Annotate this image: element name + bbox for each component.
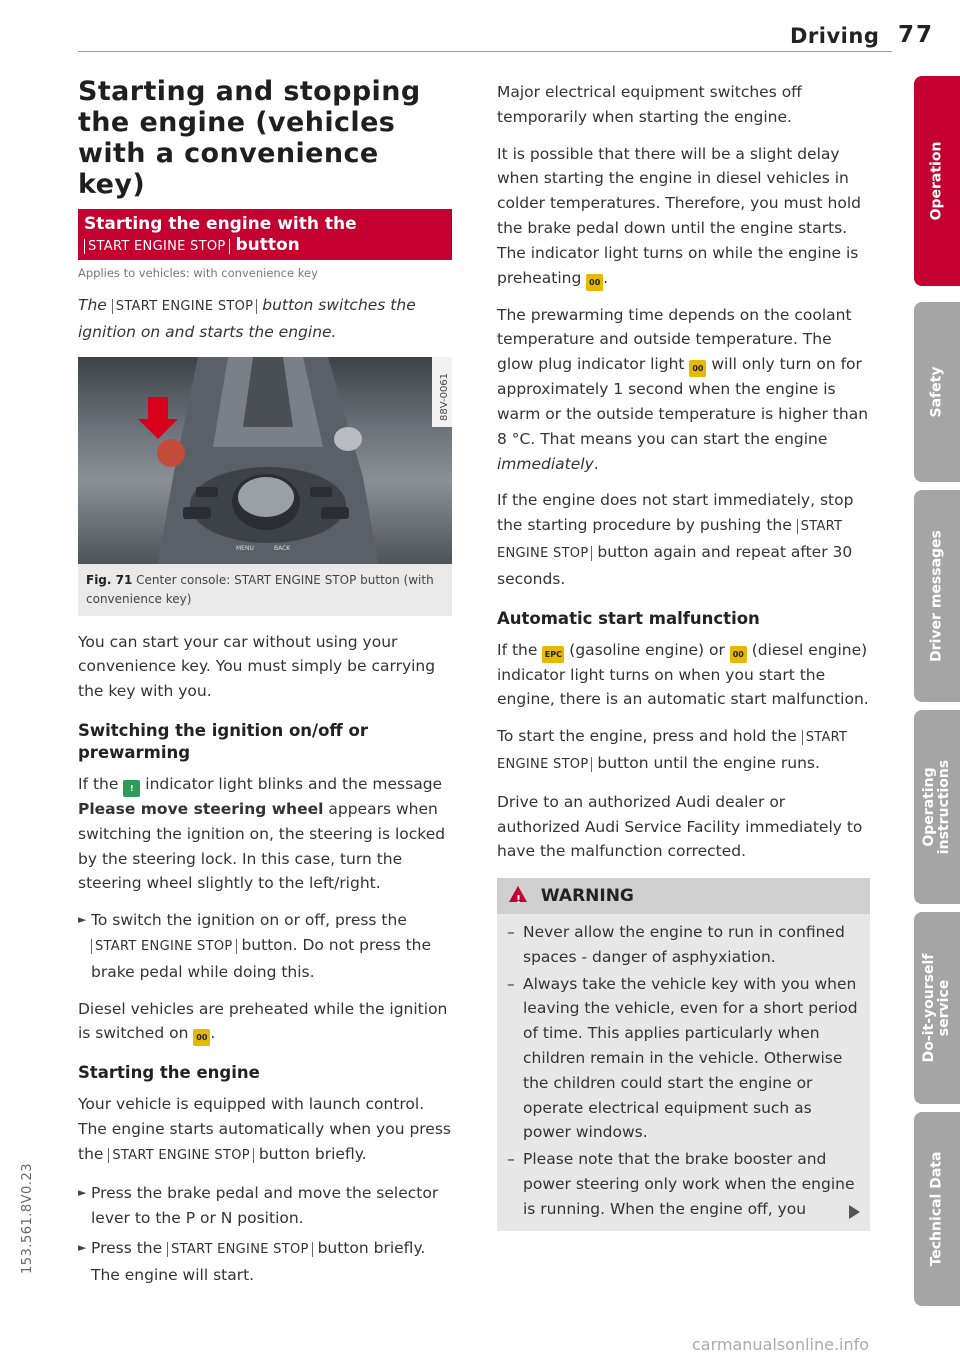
- header-rule: [78, 51, 892, 52]
- message-text: Please move steering wheel: [78, 799, 324, 818]
- tab-driver-messages[interactable]: [914, 490, 960, 702]
- warning-item: – Always take the vehicle key with you when leaving the vehicle, even for a short period of time. This applies particularly when children remain in the vehicle. Otherwise the children could start the engine or operate electrical equipment such as power windows.: [507, 974, 858, 1142]
- text: Press the: [91, 1239, 163, 1258]
- text: If the engine does not start immediately, stop the starting procedure by pushing the: [497, 491, 854, 535]
- tab-label: Operating instructions: [921, 759, 952, 855]
- glow-plug-indicator-icon: 00: [689, 360, 706, 377]
- tab-label: Do-it-yourself service: [921, 953, 952, 1063]
- console-label-back: BACK: [274, 544, 291, 552]
- paragraph-prewarming: The prewarming time depends on the coolant temperature and outside temperature. The glow plug indicator light 00 will only turn on for approximately 1 second when the engine is warm or the outside temperature is higher than 8 °C. That means you can start the engine immediately.: [497, 305, 869, 473]
- figure-caption: [78, 564, 452, 616]
- warning-text: Please note that the brake booster and power steering only work when the engine is running. When the engine off, you: [523, 1150, 855, 1218]
- text: appears when switching the ignition on, the steering is locked by the steering lock. In this case, turn the steering wheel slightly to the left/right.: [78, 799, 446, 893]
- text: button until the engine runs.: [597, 753, 820, 772]
- left-column: [78, 76, 452, 1294]
- warning-text: Always take the vehicle key with you when leaving the vehicle, even for a short period of time. This applies particularly when children remain in the vehicle. Otherwise the children could start the engine or operate electrical equipment such as power windows.: [523, 974, 858, 1142]
- text: If the: [497, 640, 538, 659]
- watermark: carmanualsonline.info: [692, 1335, 870, 1354]
- subheading-switching: Switching the ignition on/off or prewarming: [78, 720, 368, 762]
- text: Diesel vehicles are preheated while the ignition is switched on: [78, 999, 448, 1043]
- start-engine-stop-key: START ENGINE STOP: [167, 1242, 313, 1257]
- start-engine-stop-key: START ENGINE STOP: [84, 239, 230, 254]
- paragraph-dealer: Drive to an authorized Audi dealer or authorized Audi Service Facility immediately to have the malfunction corrected.: [497, 792, 863, 861]
- applies-note: Applies to vehicles: with convenience key: [78, 266, 318, 280]
- subheading-automatic: Automatic start malfunction: [497, 608, 760, 628]
- text: (gasoline engine) or: [569, 640, 725, 659]
- emphasis: immediately: [497, 454, 594, 473]
- console-label-menu: MENU: [236, 544, 254, 552]
- start-engine-stop-key: START ENGINE STOP: [497, 519, 843, 561]
- warning-header: [497, 878, 870, 914]
- figure-code: 88V-0061: [439, 372, 450, 421]
- console-illustration: [78, 357, 452, 564]
- instruction-step: [78, 1236, 452, 1288]
- tab-do-it-yourself[interactable]: [914, 912, 960, 1104]
- text: To start the engine, press and hold the: [497, 727, 797, 746]
- paragraph-malfunction: [497, 638, 872, 713]
- paragraph: You can start your car without using your convenience key. You must simply be carrying the key with you.: [78, 632, 436, 701]
- text: The prewarming time depends on the coolant temperature and outside temperature. The glow plug indicator light: [497, 305, 852, 374]
- intro-pre: The: [78, 296, 107, 314]
- text: button briefly.: [258, 1144, 367, 1163]
- glow-plug-indicator-icon: 00: [586, 274, 603, 291]
- chapter-heading: Starting and stopping the engine (vehicles with a convenience key): [78, 76, 421, 200]
- warning-body: [497, 914, 870, 1232]
- center-console-photo: [78, 357, 452, 564]
- start-engine-stop-key: START ENGINE STOP: [108, 1148, 254, 1163]
- text: button briefly. The engine will start.: [91, 1239, 426, 1285]
- start-engine-stop-key: START ENGINE STOP: [112, 299, 258, 314]
- text: indicator light blinks and the message: [145, 774, 443, 793]
- tab-label: Driver messages: [928, 530, 945, 662]
- epc-indicator-icon: EPC: [542, 646, 564, 663]
- paragraph: Major electrical equipment switches off temporarily when starting the engine.: [497, 83, 802, 126]
- instruction-step: [78, 1181, 452, 1231]
- glow-plug-indicator-icon: 00: [730, 646, 747, 663]
- text: If the: [78, 774, 119, 793]
- section-heading-post: button: [235, 235, 300, 255]
- text: It is possible that there will be a slight delay when starting the engine in diesel vehicles in colder temperatures. Therefore, you must hold the brake pedal down until the engine starts. The indicator light turns on while the engine is preheating: [497, 144, 861, 287]
- tab-operating-instructions[interactable]: [914, 710, 960, 904]
- warning-item: – Please note that the brake booster and power steering only work when the engine is running. When the engine off, you: [507, 1150, 855, 1218]
- figure-71: [78, 357, 452, 616]
- warning-box: [497, 878, 870, 1231]
- section-heading-bar: [78, 209, 452, 260]
- tab-safety[interactable]: [914, 302, 960, 482]
- paragraph-diesel-delay: It is possible that there will be a slight delay when starting the engine in diesel vehicles in colder temperatures. Therefore, you must hold the brake pedal down until the engine starts. The indicator light turns on while the engine is preheating 00 .: [497, 142, 872, 291]
- warning-triangle-icon: !: [509, 886, 527, 902]
- glow-plug-indicator-icon: 00: [193, 1029, 210, 1046]
- paragraph-restart: [497, 488, 872, 591]
- text: Your vehicle is equipped with launch control. The engine starts automatically when you press the: [78, 1095, 451, 1163]
- right-column: [497, 80, 872, 1231]
- paragraph-launch: [78, 1092, 452, 1168]
- text: Press the brake pedal and move the selector lever to the P or N position.: [91, 1183, 439, 1227]
- text: To switch the ignition on or off, press the: [91, 911, 407, 930]
- red-pointer-arrow: [138, 397, 178, 439]
- page-number: 77: [898, 22, 935, 48]
- tab-technical-data[interactable]: [914, 1112, 960, 1306]
- continued-arrow-icon: [849, 1205, 860, 1219]
- document-code: 153.561.8V0.23: [20, 1163, 35, 1274]
- text: will only turn on for approximately 1 second when the engine is warm or the outside temperature is higher than 8 °C. That means you can start the engine: [497, 355, 869, 448]
- section-heading-pre: Starting the engine with the: [84, 214, 357, 234]
- tab-label: Operation: [928, 141, 945, 221]
- start-engine-stop-key: START ENGINE STOP: [497, 730, 848, 772]
- text: button again and repeat after 30 seconds.: [497, 542, 853, 588]
- tab-operation[interactable]: [914, 76, 960, 286]
- subheading-starting: Starting the engine: [78, 1063, 260, 1083]
- running-header-title: Driving: [790, 24, 880, 48]
- paragraph-steering: [78, 772, 452, 896]
- intro-text: [78, 293, 452, 345]
- tab-label: Safety: [928, 366, 945, 418]
- intro-post: button switches the ignition on and starts the engine.: [78, 296, 416, 341]
- tab-label: Technical Data: [928, 1151, 945, 1267]
- step-arrow-icon: ►: [78, 1241, 87, 1255]
- text: button. Do not press the brake pedal while doing this.: [91, 935, 432, 981]
- figure-number: Fig. 71: [86, 572, 133, 587]
- step-arrow-icon: ►: [78, 913, 87, 927]
- start-engine-stop-key: START ENGINE STOP: [91, 939, 237, 954]
- warning-title: WARNING: [540, 886, 634, 907]
- figure-caption-text: Center console: START ENGINE STOP button (with convenience key): [86, 572, 434, 606]
- steering-lock-indicator-icon: !: [123, 780, 140, 797]
- paragraph-preheat: Diesel vehicles are preheated while the ignition is switched on 00 .: [78, 997, 452, 1047]
- step-arrow-icon: ►: [78, 1185, 87, 1199]
- text: (diesel engine) indicator light turns on when you start the engine, there is an automatic start malfunction.: [497, 640, 869, 709]
- paragraph-hold: [497, 724, 872, 778]
- warning-item: – Never allow the engine to run in confined spaces - danger of asphyxiation.: [507, 922, 845, 966]
- warning-text: Never allow the engine to run in confined spaces - danger of asphyxiation.: [523, 922, 845, 966]
- instruction-step: [78, 908, 452, 984]
